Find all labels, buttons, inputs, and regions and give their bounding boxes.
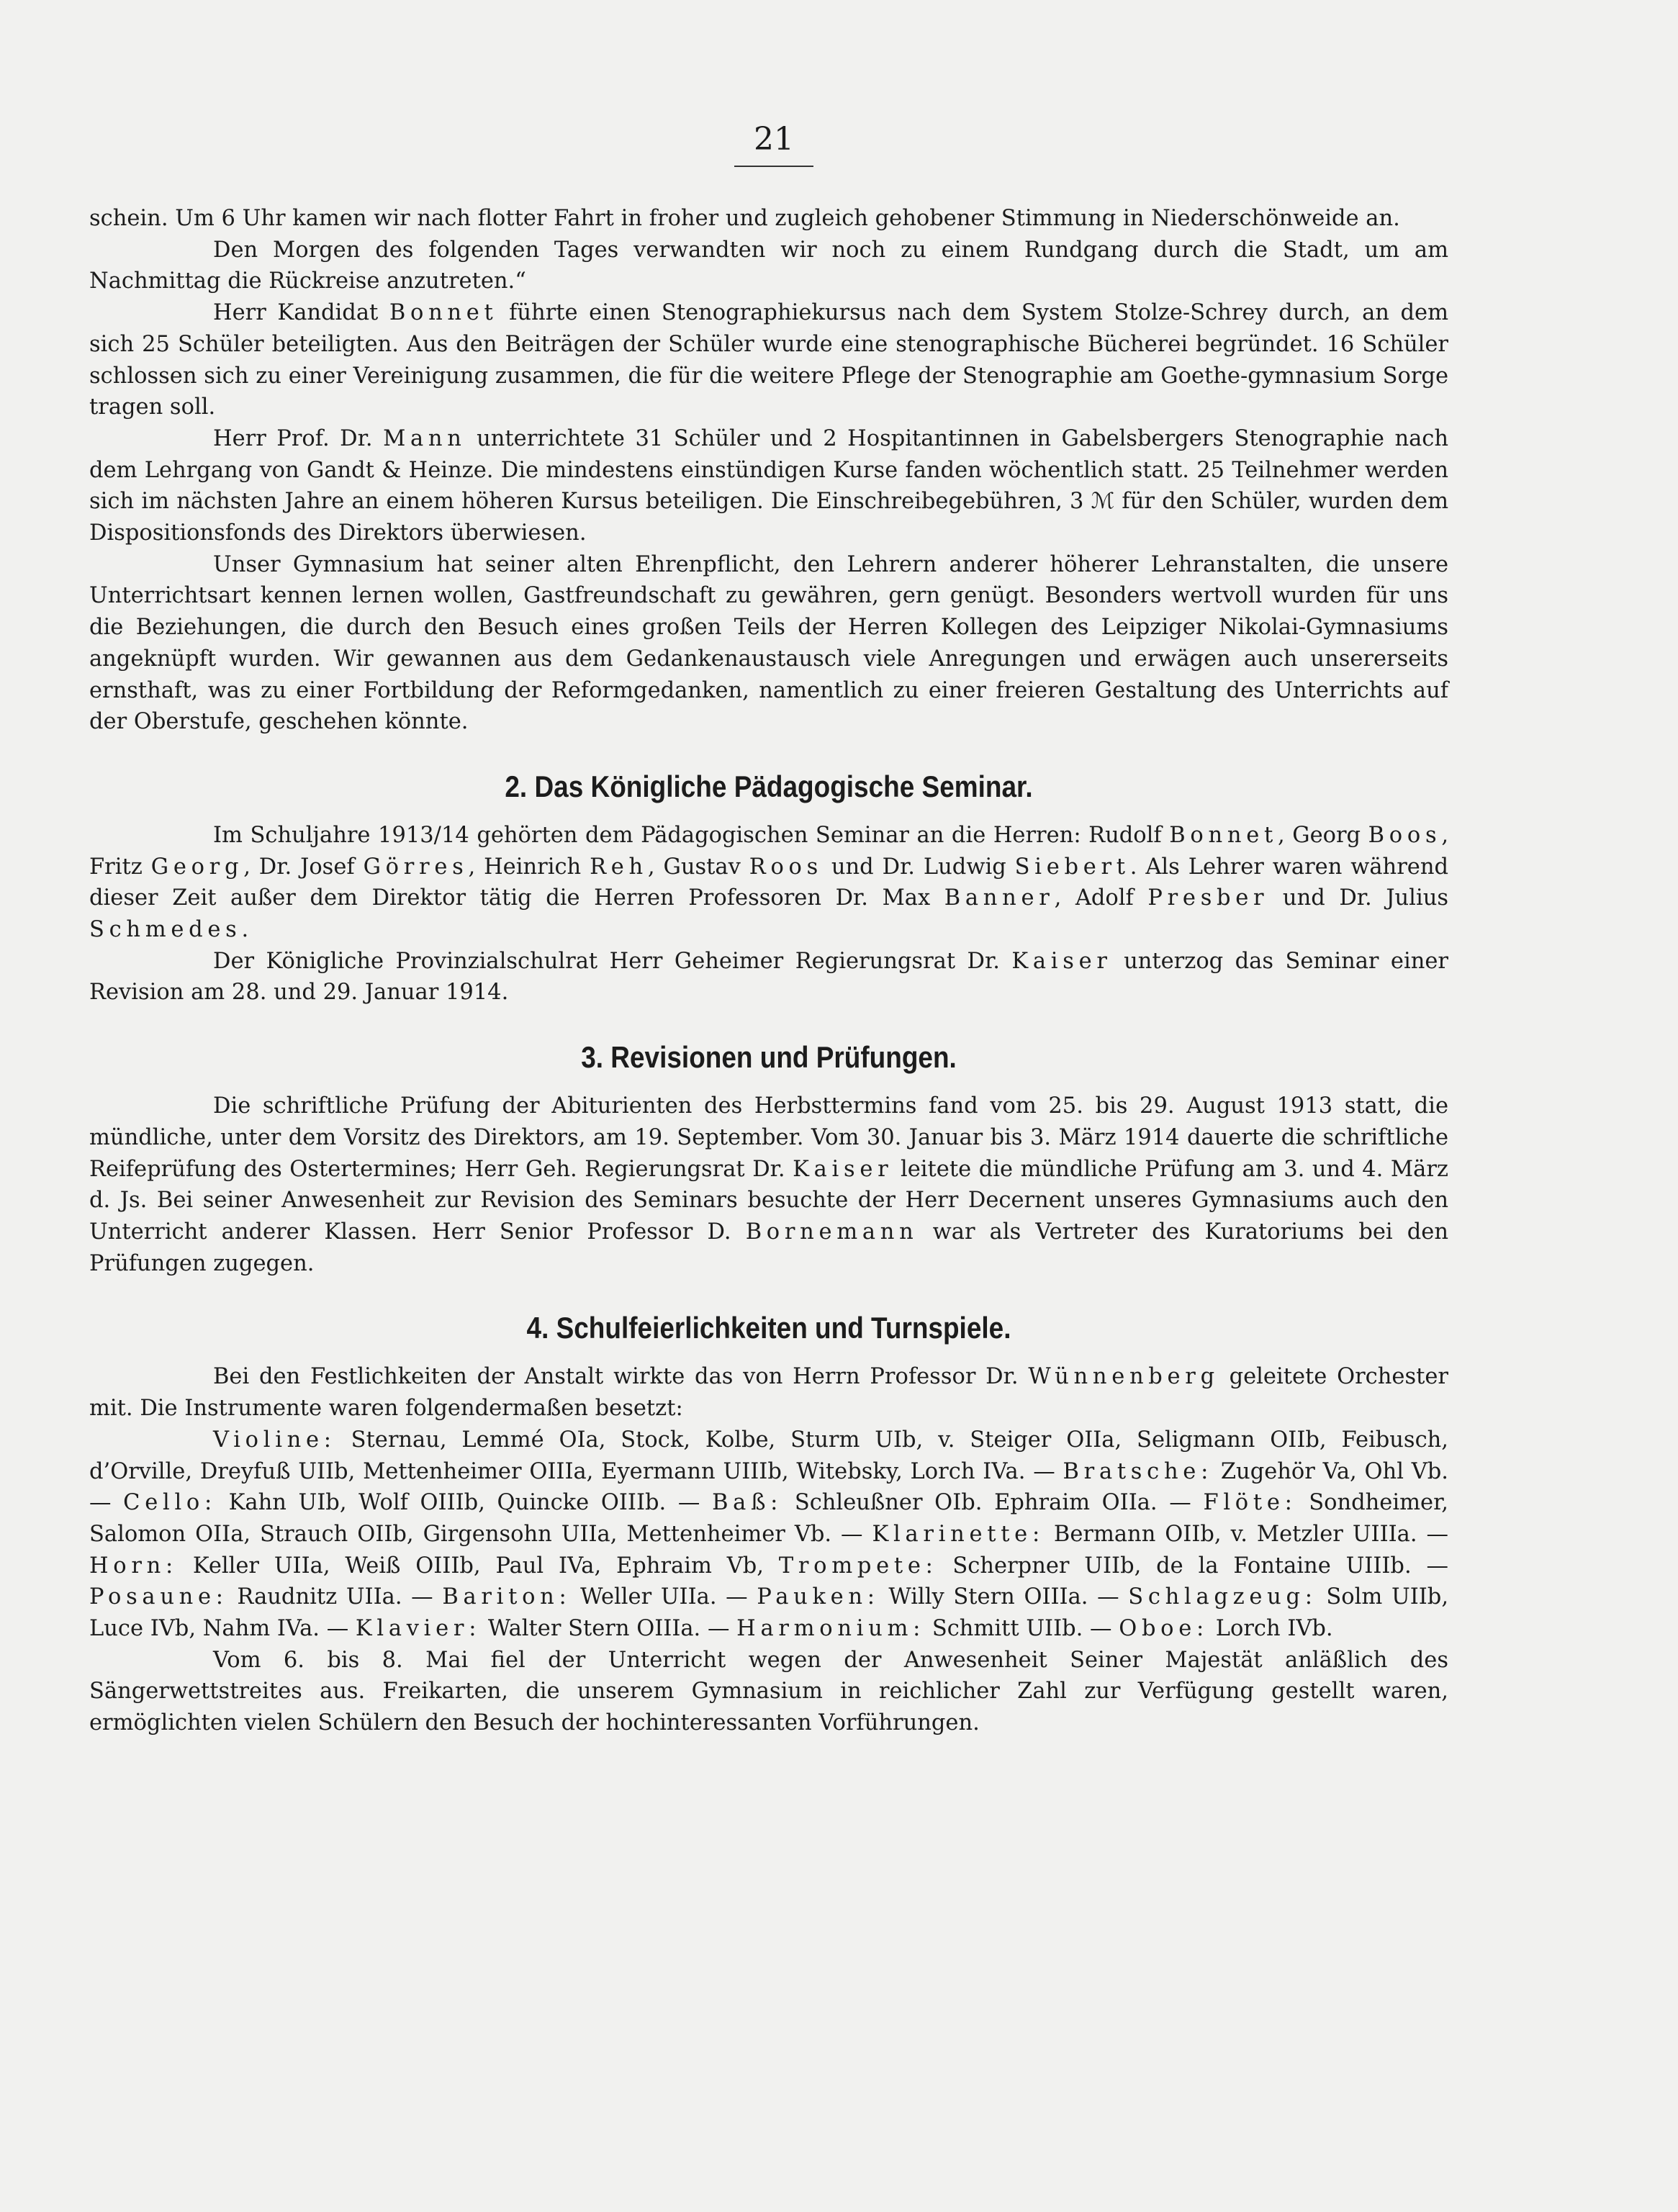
paragraph: Im Schuljahre 1913/14 gehörten dem Pädagogischen Seminar an die Herren: Rudolf Bonnet, Georg Boos, Fritz Georg, Dr. Josef Görres, Heinrich Reh, Gustav Roos und Dr. Ludwig Siebert. Als Lehrer waren während dieser Zeit außer dem Direktor tätig die Herren Professoren Dr. Max Banner, Adolf Presber und Dr. Julius Schmedes. (89, 822, 1449, 943)
person-name: Wünnenberg (1028, 1364, 1219, 1390)
paragraph: Die schriftliche Prüfung der Abiturienten des Herbsttermins fand vom 25. bis 29. August 1913 statt, die mündliche, unter dem Vorsitz des Direktors, am 19. September. Vom 30. Januar bis 3. März 1914 dauerte die schriftliche Reifeprüfung des Ostertermines; Herr Geh. Regierungsrat Dr. Kaiser leitete die mündliche Prüfung am 3. und 4. März d. Js. Bei seiner Anwesenheit zur Revision des Seminars besuchte der Herr Decernent unseres Gymnasiums auch den Unterricht anderer Klassen. Herr Senior Professor D. Bornemann war als Vertreter des Kuratoriums bei den Prüfungen zugegen. (89, 1093, 1448, 1276)
person-name: Presber (1147, 885, 1269, 911)
paragraph: Den Morgen des folgenden Tages verwandten wir noch zu einem Rundgang durch die Stadt, um am Nachmittag die Rückreise anzutreten.“ (89, 237, 1448, 294)
person-name: Reh (590, 854, 648, 880)
instrument-label: Bariton: (442, 1584, 572, 1610)
paragraph: schein. Um 6 Uhr kamen wir nach flotter Fahrt in froher und zugleich gehobener Stimmung in Niederschönweide an. (89, 206, 1400, 231)
page-number: 21 (754, 121, 794, 158)
person-name: Boos (1368, 822, 1442, 848)
paragraph: Herr Kandidat Bonnet führte einen Stenographiekursus nach dem System Stolze-Schrey durch, an dem sich 25 Schüler beteiligten. Aus den Beiträgen der Schüler wurde eine stenographische Bücherei begründet. 16 Schüler schlossen sich zu einer Vereinigung zusammen, die für die weitere Pflege der Stenographie am Goethe-gymnasium Sorge tragen soll. (89, 300, 1448, 420)
instrument-label: Schlagzeug: (1128, 1584, 1317, 1610)
instrument-label: Violine: (213, 1427, 336, 1453)
paragraph: Vom 6. bis 8. Mai fiel der Unterricht wegen der Anwesenheit Seiner Majestät anläßlich des Sängerwettstreites aus. Freikarten, die unserem Gymnasium in reichlicher Zahl zur Verfügung gestellt waren, ermöglichten vielen Schülern den Besuch der hochinteressanten Vorführungen. (89, 1647, 1448, 1736)
instrument-label: Harmonium: (736, 1616, 926, 1642)
person-name: Georg (150, 854, 244, 880)
person-name: Kaiser (1011, 948, 1112, 974)
instrument-label: Baß: (712, 1490, 783, 1516)
person-name: Roos (749, 854, 823, 880)
instrument-label: Pauken: (757, 1584, 880, 1610)
section-heading: 4. Schulfeierlichkeiten und Turnspiele. (526, 1311, 1011, 1345)
section-heading: 2. Das Königliche Pädagogische Seminar. (505, 769, 1033, 803)
person-name: Bonnet (389, 300, 498, 326)
instrument-label: Bratsche: (1063, 1458, 1214, 1484)
page-number-rule (734, 166, 813, 167)
instrument-label: Klarinette: (872, 1521, 1045, 1547)
person-name: Siebert (1014, 854, 1130, 880)
instrument-label: Flöte: (1203, 1490, 1297, 1516)
paragraph: Herr Prof. Dr. Mann unterrichtete 31 Schüler und 2 Hospitantinnen in Gabelsbergers Stenographie nach dem Lehrgang von Gandt & Heinze. Die mindestens einstündigen Kurse fanden wöchentlich statt. 25 Teilnehmer werden sich im nächsten Jahre an einem höheren Kursus beteiligen. Die Einschreibegebühren, 3 ℳ für den Schüler, wurden dem Dispositionsfonds des Direktors überwiesen. (89, 425, 1449, 546)
instrument-label: Horn: (89, 1553, 179, 1579)
person-name: Görres (363, 854, 469, 880)
paragraph: Der Königliche Provinzialschulrat Herr Geheimer Regierungsrat Dr. Kaiser unterzog das Seminar einer Revision am 28. und 29. Januar 1914. (89, 948, 1448, 1006)
instrument-label: Oboe: (1119, 1616, 1209, 1642)
paragraph: Unser Gymnasium hat seiner alten Ehrenpflicht, den Lehrern anderer höherer Lehranstalten, die unsere Unterrichtsart kennen lernen wollen, Gastfreundschaft zu gewähren, gern genügt. Besonders wertvoll wurden für uns die Beziehungen, die durch den Besuch eines großen Teils der Herren Kollegen des Leipziger Nikolai-Gymnasiums angeknüpft wurden. Wir gewannen aus dem Gedankenaustausch viele Anregungen und erwägen auch unsererseits ernsthaft, was zu einer Fortbildung der Reformgedanken, namentlich zu einer freieren Gestaltung des Unterrichts auf der Oberstufe, geschehen könnte. (89, 551, 1448, 735)
instrument-label: Klavier: (355, 1616, 482, 1642)
person-name: Banner (944, 885, 1055, 911)
instrument-label: Cello: (123, 1490, 217, 1516)
paragraph: Bei den Festlichkeiten der Anstalt wirkte das von Herrn Professor Dr. Wünnenberg geleitete Orchester mit. Die Instrumente waren folgendermaßen besetzt: (89, 1364, 1448, 1422)
person-name: Kaiser (793, 1156, 893, 1182)
instrument-label: Posaune: (89, 1584, 228, 1610)
person-name: Schmedes (89, 917, 242, 943)
orchestra-instrument-list: Violine: Sternau, Lemmé OIa, Stock, Kolbe, Sturm UIb, v. Steiger OIIa, Seligmann OIIb, Feibusch, d’Orville, Dreyfuß UIIb, Mettenheimer OIIIa, Eyermann UIIIb, Witebsky, Lorch IVa. — Bratsche: Zugehör Va, Ohl Vb. — Cello: Kahn UIb, Wolf OIIIb, Quincke OIIIb. — Baß: Schleußner OIb. Ephraim OIIa. — Flöte: Sondheimer, Salomon OIIa, Strauch OIIb, Girgensohn UIIa, Mettenheimer Vb. — Klarinette: Bermann OIIb, v. Metzler UIIIa. — Horn: Keller UIIa, Weiß OIIIb, Paul IVa, Ephraim Vb, Trompete: Scherpner UIIb, de la Fontaine UIIIb. — Posaune: Raudnitz UIIa. — Bariton: Weller UIIa. — Pauken: Willy Stern OIIIa. — Schlagzeug: Solm UIIb, Luce IVb, Nahm IVa. — Klavier: Walter Stern OIIIa. — Harmonium: Schmitt UIIb. — Oboe: Lorch IVb. (89, 1427, 1449, 1642)
person-name: Bonnet (1169, 822, 1278, 848)
person-name: Mann (383, 425, 466, 451)
instrument-label: Trompete: (778, 1553, 938, 1579)
section-heading: 3. Revisionen und Prüfungen. (581, 1040, 957, 1075)
person-name: Bornemann (745, 1219, 919, 1245)
page-content (89, 203, 1448, 1739)
